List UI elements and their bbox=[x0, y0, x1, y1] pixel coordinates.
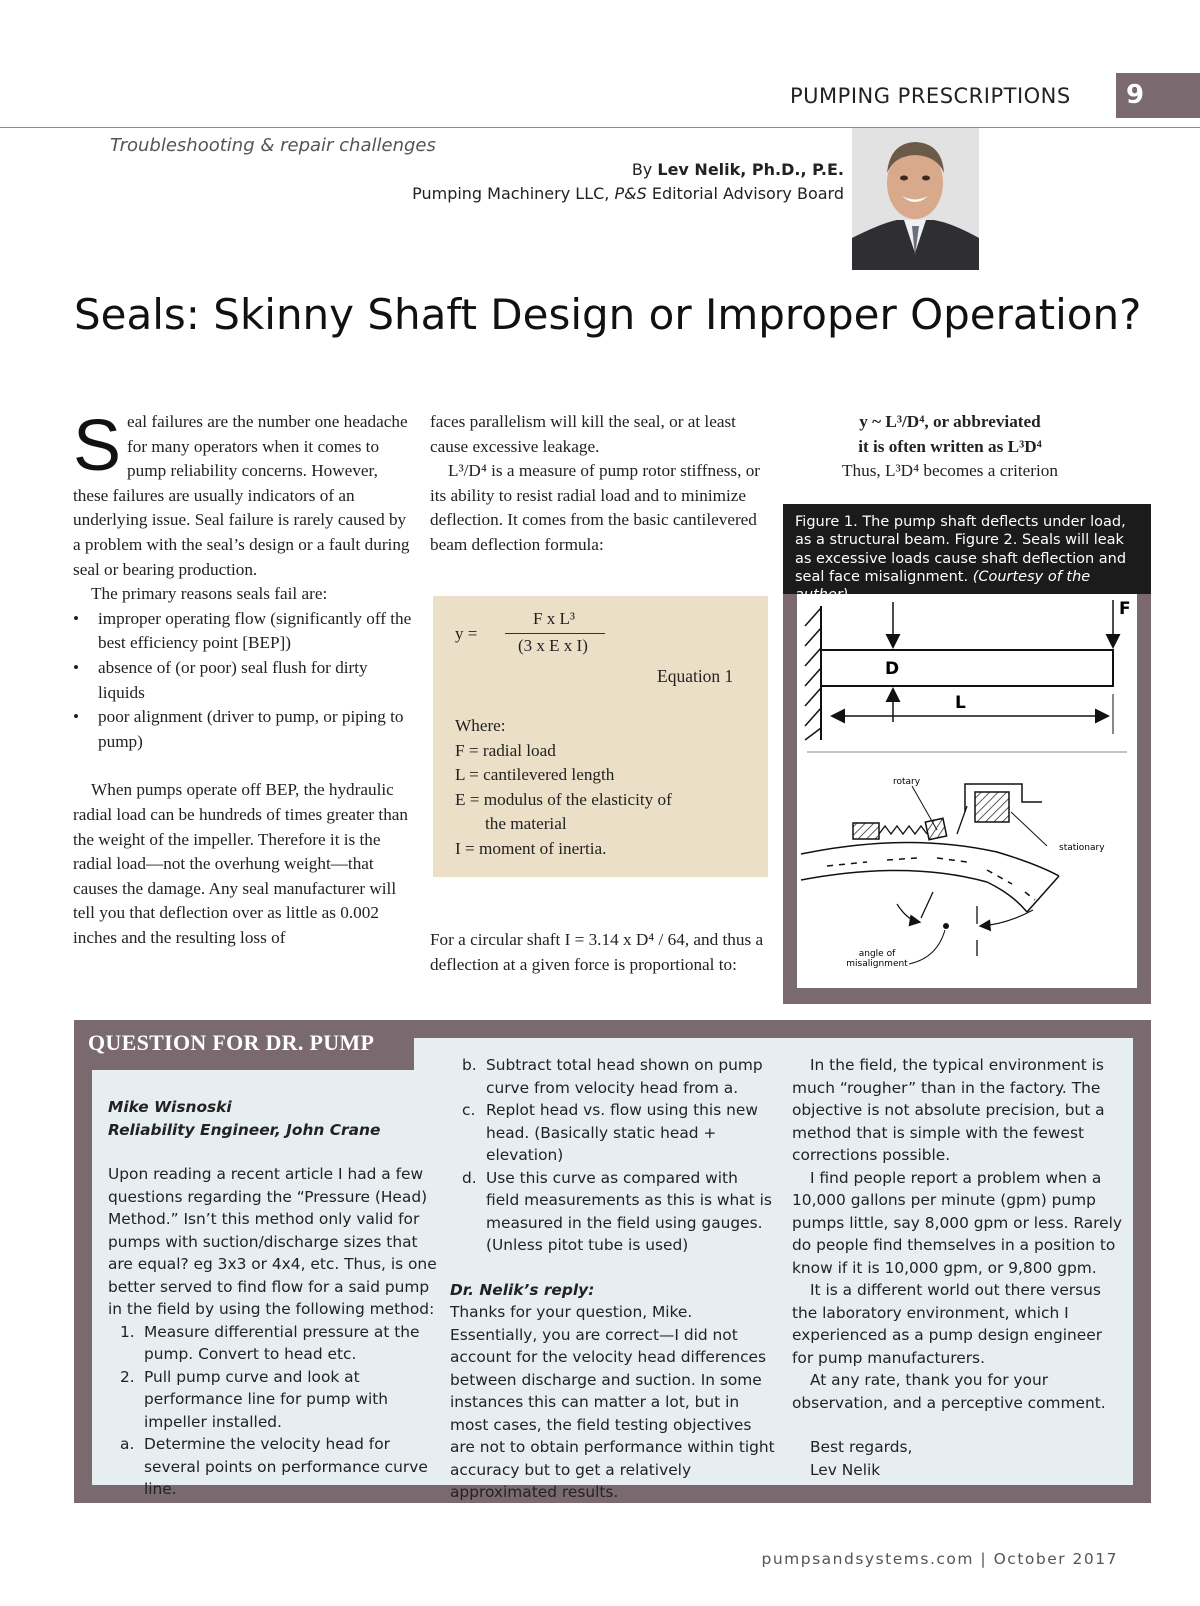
asker-title: Reliability Engineer, John Crane bbox=[108, 1120, 381, 1139]
definition: the material bbox=[485, 814, 567, 834]
asker-name: Mike Wisnoski bbox=[108, 1098, 232, 1116]
shaft-deflection-diagram bbox=[797, 594, 1137, 988]
byline-by: By bbox=[631, 160, 653, 179]
definition: E = modulus of the elasticity of bbox=[455, 789, 672, 809]
formula-line: Thus, L³D⁴ becomes a criterion bbox=[842, 461, 1058, 481]
label-force: F bbox=[1119, 599, 1131, 619]
method-steps-continued bbox=[450, 1054, 775, 1257]
reply-paragraph: In the field, the typical environment is much “rougher” than in the factory. The objective is not absolute precision, but a method that is simple with the fewest corrections possible. bbox=[792, 1056, 1105, 1164]
col1-paragraph-2: The primary reasons seals fail are: bbox=[91, 584, 328, 604]
footer-date: October 2017 bbox=[993, 1550, 1118, 1568]
equation-numerator: F x L³ bbox=[533, 609, 575, 628]
figure-diagrams bbox=[797, 594, 1137, 988]
col1-paragraph-1: eal failures are the number one headache for many operators when it comes to pump reliability concerns. However, these failures are usually indicators of an underlying issue. Seal failure is rarely caused by a problem with the seal’s design or a fault during seal or bearing production. bbox=[73, 412, 410, 579]
step-text: Use this curve as compared with field measurements as this is what is measured in the field using gauges. (Unless pitot tube is used) bbox=[486, 1168, 772, 1254]
definition: I = moment of inertia. bbox=[455, 838, 607, 858]
col2-paragraph-3: For a circular shaft I = 3.14 x D⁴ / 64, and thus a deflection at a given force is proportional to: bbox=[430, 930, 764, 974]
byline-affiliation: Pumping Machinery LLC, bbox=[412, 184, 610, 203]
step-text: Determine the velocity head for several points on performance curve line. bbox=[144, 1435, 428, 1498]
col2-paragraph-2: L³/D⁴ is a measure of pump rotor stiffness, or its ability to resist radial load and to minimize deflection. It comes from the basic cantilevered beam deflection formula: bbox=[430, 461, 761, 554]
step-text: Pull pump curve and look at performance line for pump with impeller installed. bbox=[144, 1367, 389, 1431]
figure-caption bbox=[783, 504, 1151, 594]
signoff: Best regards, bbox=[810, 1438, 913, 1456]
label-angle-1: angle of bbox=[858, 949, 896, 959]
reply-paragraph: I find people report a problem when a 10,000 gallons per minute (gpm) pump pumps little, say 8,000 gpm or less. Rarely do people find themselves in a position to know if it is 10,000 gpm, or 9,800 gpm. bbox=[792, 1168, 1123, 1277]
list-item bbox=[108, 1366, 438, 1434]
footer-separator: | bbox=[980, 1550, 988, 1568]
section-title: PUMPING PRESCRIPTIONS bbox=[790, 84, 1071, 108]
list-item: • poor alignment (driver to pump, or piping to pump) bbox=[73, 705, 413, 754]
label-length: L bbox=[955, 693, 966, 713]
drop-cap: S bbox=[73, 406, 122, 486]
step-marker: b. bbox=[462, 1056, 477, 1074]
step-marker: 2. bbox=[120, 1367, 135, 1386]
question-text: Upon reading a recent article I had a few questions regarding the “Pressure (Head) Method.” Isn’t this method only valid for pumps with suction/discharge sizes that are equal? eg 3x3 or 4x4, etc. Thus, is one better served to find flow for a said pump in the field by using the following method: bbox=[108, 1165, 437, 1318]
reply-paragraph: At any rate, thank you for your observation, and a perceptive comment. bbox=[792, 1371, 1106, 1412]
definition: F = radial load bbox=[455, 740, 556, 760]
qa-column-3 bbox=[792, 1054, 1122, 1481]
list-item: • improper operating flow (significantly off the best efficiency point [BEP]) bbox=[73, 607, 413, 656]
reply-paragraph: It is a different world out there versus the laboratory environment, which I experienced as a pump design engineer for pump manufacturers. bbox=[792, 1281, 1103, 1367]
label-angle-2: misalignment bbox=[846, 959, 908, 969]
list-item bbox=[108, 1321, 438, 1366]
step-marker: 1. bbox=[120, 1322, 135, 1341]
label-stationary: stationary bbox=[1059, 843, 1105, 853]
kicker: Troubleshooting & repair challenges bbox=[110, 135, 436, 156]
byline-magazine: P&S bbox=[614, 184, 647, 203]
step-text: Measure differential pressure at the pump. Convert to head etc. bbox=[144, 1322, 420, 1363]
where-label: Where: bbox=[455, 716, 506, 735]
col1-paragraph-3: When pumps operate off BEP, the hydraulic radial load can be hundreds of times greater than the weight of the impeller. Therefore it is the radial load—not the overhung weight—that causes the damage. Any seal manufacturer will tell you that deflection over as little as 0.002 inches and the resulting loss of bbox=[73, 780, 409, 947]
reply-paragraph: Thanks for your question, Mike. Essentially, you are correct—I did not account for the velocity head differences between discharge and suction. In some instances this can matter a lot, but in most cases, the field testing objectives are not to obtain performance within tight accuracy but to get a relatively approximated results. bbox=[450, 1303, 775, 1501]
list-item bbox=[108, 1433, 438, 1501]
footer bbox=[762, 1550, 1119, 1568]
page-number: 9 bbox=[1126, 80, 1145, 110]
reply-label: Dr. Nelik’s reply: bbox=[450, 1280, 595, 1299]
step-marker: c. bbox=[462, 1101, 476, 1119]
equation-label: Equation 1 bbox=[657, 666, 734, 686]
list-item: • absence of (or poor) seal flush for dirty liquids bbox=[73, 656, 413, 705]
col2-paragraph-1: faces parallelism will kill the seal, or at least cause excessive leakage. bbox=[430, 412, 736, 456]
article-column-1 bbox=[73, 406, 413, 950]
list-item bbox=[450, 1099, 775, 1167]
signature: Lev Nelik bbox=[810, 1460, 881, 1479]
byline-author: Lev Nelik, Ph.D., P.E. bbox=[657, 160, 844, 179]
fraction-bar bbox=[505, 633, 605, 634]
byline bbox=[412, 158, 844, 206]
label-rotary: rotary bbox=[893, 777, 921, 787]
step-marker: a. bbox=[120, 1435, 135, 1453]
formula-line: it is often written as L³D⁴ bbox=[858, 436, 1042, 456]
caption-text: Figure 1. The pump shaft deflects under load, as a structural beam. Figure 2. Seals will leak as excessive loads cause shaft deflection and seal face misalignment. bbox=[795, 514, 1127, 585]
step-text: Subtract total head shown on pump curve from velocity head from a. bbox=[486, 1056, 763, 1097]
list-item bbox=[450, 1054, 775, 1099]
criterion-formula bbox=[790, 410, 1110, 484]
formula-line: y ~ L³/D⁴, or abbreviated bbox=[859, 412, 1041, 431]
definition: L = cantilevered length bbox=[455, 765, 615, 785]
equation-denominator: (3 x E x I) bbox=[518, 636, 588, 655]
header-rule bbox=[0, 127, 1200, 128]
qa-title: QUESTION FOR DR. PUMP bbox=[88, 1030, 375, 1055]
label-diameter: D bbox=[885, 659, 900, 679]
list-item bbox=[450, 1167, 775, 1257]
headline: Seals: Skinny Shaft Design or Improper Operation? bbox=[74, 290, 1142, 339]
article-column-2 bbox=[430, 410, 770, 558]
method-steps bbox=[108, 1321, 438, 1501]
byline-board: Editorial Advisory Board bbox=[651, 184, 844, 203]
qa-column-2 bbox=[450, 1054, 775, 1504]
equation-definitions bbox=[455, 714, 672, 862]
step-marker: d. bbox=[462, 1168, 477, 1187]
failure-reasons-list bbox=[73, 607, 413, 755]
author-photo bbox=[852, 128, 979, 270]
step-text: Replot head vs. flow using this new head. (Basically static head + elevation) bbox=[486, 1101, 758, 1164]
qa-column-1 bbox=[108, 1096, 438, 1501]
caption-credit: (Courtesy of the bbox=[972, 568, 1091, 585]
footer-site[interactable]: pumpsandsystems.com bbox=[761, 1550, 974, 1568]
equation-lhs: y = bbox=[455, 624, 478, 643]
